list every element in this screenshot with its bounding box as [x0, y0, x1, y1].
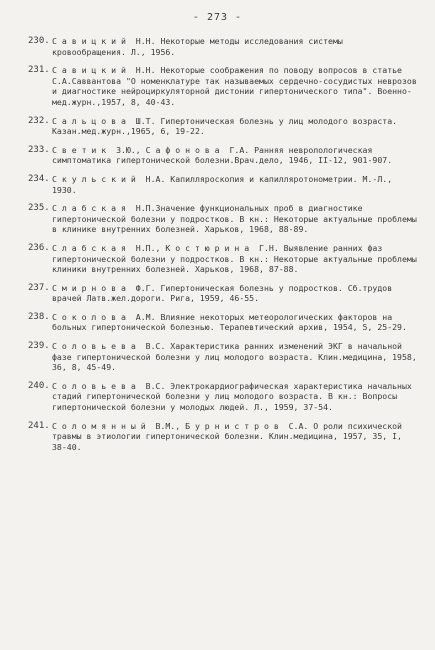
entry-number: 240.	[28, 380, 50, 391]
entry-number: 234.	[28, 173, 50, 184]
entry-text: С л а б с к а я Н.П., К о с т ю р и н а Г.Н. Выявление ранних фаз гипертонической болезни у подростков. В кн.: Некоторые актуальные проблемы клиники внутренних болезней. Харьков, 1968, 87-88.	[52, 242, 422, 275]
entry-number: 233.	[28, 144, 50, 155]
bibliography-entry	[0, 243, 435, 275]
entry-text: С а л ь ц о в а Ш.Т. Гипертоническая болезнь у лиц молодого возраста. Казан.мед.журн.,1965, 6, 19-22.	[52, 115, 402, 137]
entry-number: 235.	[28, 203, 50, 214]
bibliography-entry	[0, 65, 435, 107]
bibliography-entry	[0, 283, 435, 304]
entry-number: 232.	[28, 115, 50, 126]
bibliography-entry	[0, 36, 435, 57]
bibliography-list	[0, 36, 435, 460]
bibliography-entry	[0, 203, 435, 235]
entry-text: С о л о в ь е в а В.С. Электрокардиографическая характеристика начальных стадий гипертонической болезни у лиц молодого возраста. В кн.: Вопросы гипертонической болезни у молодых людей. Л., 1959, 37-54.	[52, 380, 417, 413]
entry-text: С а в и ц к и й Н.Н. Некоторые методы исследования системы кровообращения. Л., 1956.	[52, 36, 348, 57]
bibliography-entry	[0, 174, 435, 195]
entry-text: С о к о л о в а А.М. Влияние некоторых метеорологических факторов на больных гипертонической болезнью. Терапевтический архив, 1954, 5, 25-29.	[52, 311, 407, 333]
bibliography-entry	[0, 312, 435, 333]
bibliography-entry	[0, 421, 435, 453]
bibliography-entry	[0, 381, 435, 413]
entry-number: 230.	[28, 36, 50, 46]
bibliography-entry	[0, 341, 435, 373]
entry-text: С л а б с к а я Н.П.Значение функциональных проб в диагностике гипертонической болезни у подростков. В кн.: Некоторые актуальные проблемы в клинике внутренних болезней. Харьков, 1968, 88-89.	[52, 203, 422, 235]
entry-text: С к у л ь с к и й Н.А. Капилляроскопия и капилляротонометрии. М.-Л., 1930.	[52, 173, 398, 195]
entry-number: 238.	[28, 311, 50, 322]
entry-text: С м и р н о в а Ф.Г. Гипертоническая болезнь у подростков. Сб.трудов врачей Латв.жел.дороги. Рига, 1959, 46-55.	[52, 282, 398, 304]
entry-number: 231.	[28, 65, 50, 76]
bibliography-entry	[0, 145, 435, 166]
entry-text: С а в и ц к и й Н.Н. Некоторые соображения по поводу вопросов в статье С.А.Саввантова "О номенклатуре так называемых сердечно-сосудистых неврозов и диагностике нейроциркуляторной дистонии гипертонического типа". Военно-мед.журн.,1957, 8, 40-43.	[52, 65, 422, 107]
entry-number: 236.	[28, 242, 50, 253]
page-number: - 273 -	[192, 12, 243, 23]
entry-text: С о л о м я н н ы й В.М., Б у р н и с т р о в С.А. О роли психической травмы в этиологии гипертонической болезни. Клин.медицина, 1957, 35, I, 38-40.	[52, 420, 407, 452]
entry-text: С в е т и к З.Ю., С а ф о н о в а Г.А. Ранняя невролологическая симптоматика гипертонической болезни.Врач.дело, 1946, II-12, 901-907.	[52, 144, 393, 166]
entry-number: 237.	[28, 282, 50, 293]
entry-text: С о л о в ь е в а В.С. Характеристика ранних изменений ЭКГ в начальной фазе гипертонической болезни у лиц молодого возраста. Клин.медицина, 1958, 36, 8, 45-49.	[52, 341, 422, 373]
bibliography-entry	[0, 116, 435, 137]
entry-number: 239.	[28, 341, 50, 352]
entry-number: 241.	[28, 420, 50, 431]
